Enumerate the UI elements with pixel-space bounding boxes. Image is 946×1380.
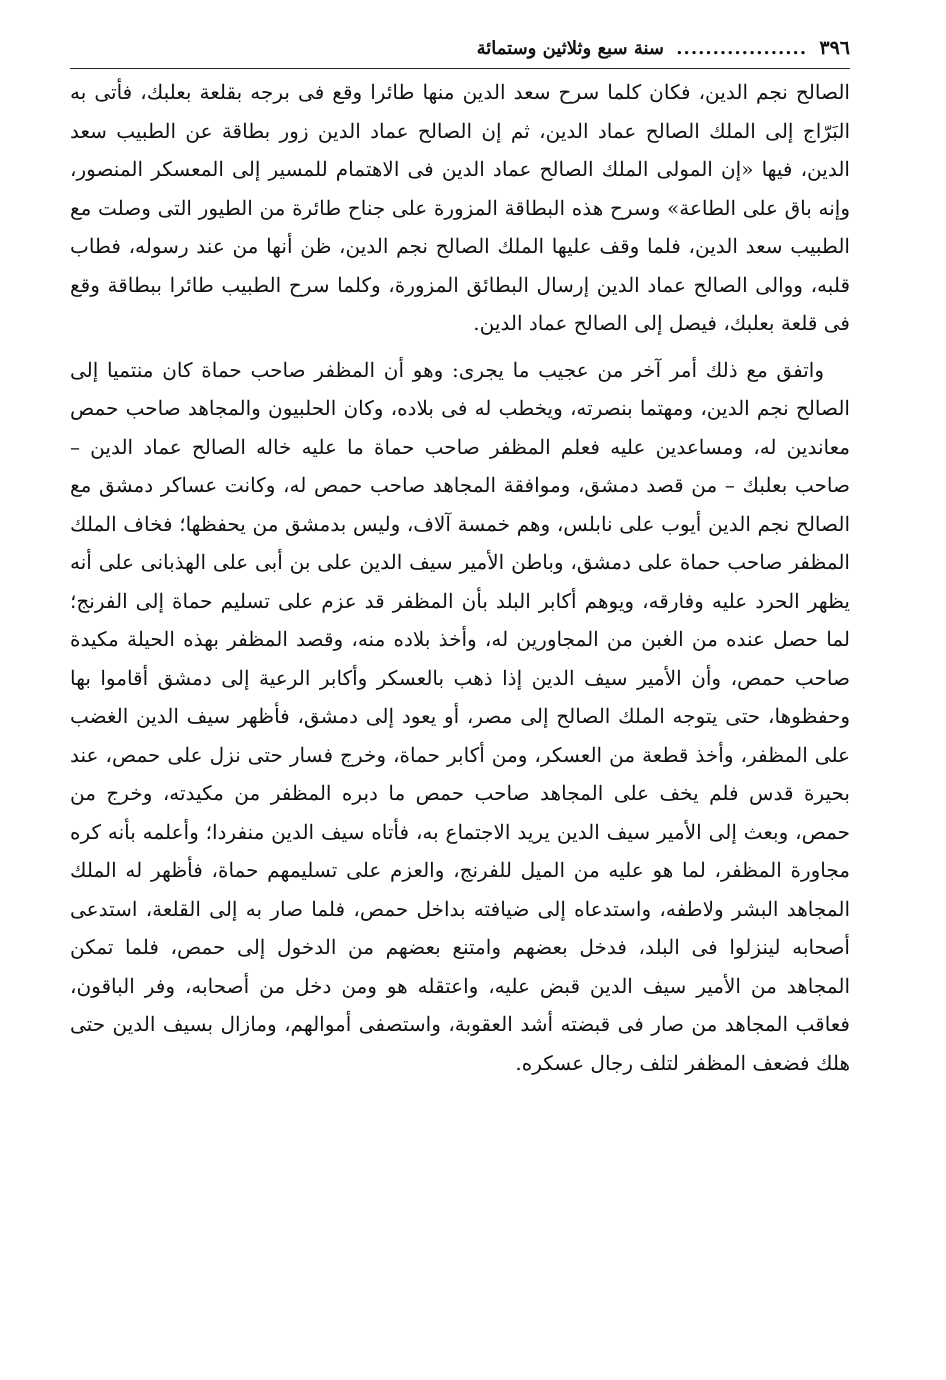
page-number: ٣٩٦	[819, 37, 850, 59]
book-page	[70, 30, 850, 1350]
body-text	[70, 73, 850, 1082]
paragraph-1: الصالح نجم الدين، فكان كلما سرح سعد الدين منها طائرا وقع فى برجه بقلعة بعلبك، فأتى به البَرّاج إلى الملك الصالح عماد الدين، ثم إن الصالح عماد الدين زور بطاقة عن الطبيب سعد الدين، فيها «إن المولى الملك الصالح عماد الدين فى الاهتمام للمسير إلى المعسكر المنصور، وإنه باق على الطاعة» وسرح هذه البطاقة المزورة على جناح طائرة من الطيور التى وصلت مع الطبيب سعد الدين، فلما وقف عليها الملك الصالح نجم الدين، ظن أنها من عند رسوله، فطاب قلبه، ووالى الصالح عماد الدين إرسال البطائق المزورة، وكلما سرح الطبيب طائرا ببطاقة وقع فى قلعة بعلبك، فيصل إلى الصالح عماد الدين.	[70, 80, 850, 335]
header-rule	[70, 68, 850, 69]
running-title: سنة سبع وثلاثين وستمائة	[476, 38, 664, 59]
header-dot-leader: ..................	[676, 38, 808, 59]
page-header	[70, 30, 850, 66]
paragraph-2: واتفق مع ذلك أمر آخر من عجيب ما يجرى: وهو أن المظفر صاحب حماة كان منتميا إلى الصالح نجم الدين، ومهتما بنصرته، ويخطب له فى بلاده، وكان الحلبيون والمجاهد صاحب حمص معاندين له، ومساعدين عليه فعلم المظفر صاحب حماة ما عليه خاله الصالح عماد الدين – صاحب بعلبك – من قصد دمشق، وموافقة المجاهد صاحب حمص له، وكانت عساكر دمشق مع الصالح نجم الدين أيوب على نابلس، وهم خمسة آلاف، وليس بدمشق من يحفظها؛ فخاف الملك المظفر صاحب حماة على دمشق، وباطن الأمير سيف الدين على بن أبى على الهذبانى على أنه يظهر الحرد عليه وفارقه، ويوهم أكابر البلد بأن المظفر قد عزم على تسليم حماة إلى الفرنج؛ لما حصل عنده من الغبن من المجاورين له، وأخذ بلاده منه، وقصد المظفر بهذه الحيلة مكيدة صاحب حمص، وأن الأمير سيف الدين إذا ذهب بالعسكر وأكابر الرعية إلى دمشق أقاموا بها وحفظوها، حتى يتوجه الملك الصالح إلى مصر، أو يعود إلى دمشق، فأظهر سيف الدين الغضب على المظفر، وأخذ قطعة من العسكر، ومن أكابر حماة، وخرج فسار حتى نزل على حمص، عند بحيرة قدس فلم يخف على المجاهد صاحب حمص ما دبره المظفر من مكيدته، وخرج من حمص، وبعث إلى الأمير سيف الدين يريد الاجتماع به، فأتاه سيف الدين منفردا؛ وأعلمه بأنه كره مجاورة المظفر، لما هو عليه من الميل للفرنج، والعزم على تسليمهم حماة، فأظهر له الملك المجاهد البشر ولاطفه، واستدعاه إلى ضيافته بداخل حمص، فلما صار به إلى القلعة، استدعى أصحابه لينزلوا فى البلد، فدخل بعضهم وامتنع بعضهم من الدخول إلى حمص، فلما تمكن المجاهد من الأمير سيف الدين قبض عليه، واعتقله هو ومن دخل من أصحابه، وفر الباقون، فعاقب المجاهد من صار فى قبضته أشد العقوبة، واستصفى أموالهم، ومازال بسيف الدين حتى هلك فضعف المظفر لتلف رجال عسكره.	[70, 357, 851, 1075]
